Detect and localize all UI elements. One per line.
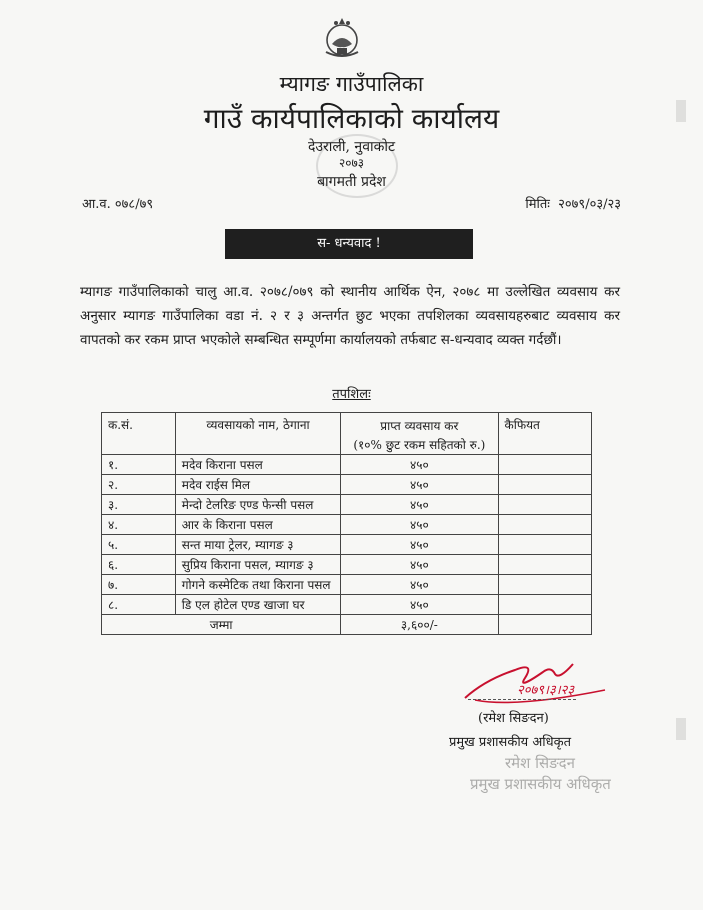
cell-name: डि एल होटेल एण्ड खाजा घर	[175, 595, 340, 615]
scan-mark	[676, 100, 686, 122]
stamp-title: प्रमुख प्रशासकीय अधिकृत	[470, 775, 611, 793]
table-row	[102, 475, 592, 495]
table-total-row	[102, 615, 592, 635]
province-name: बागमती प्रदेश	[317, 174, 386, 190]
cell-name: सुप्रिय किराना पसल, म्यागङ ३	[175, 555, 340, 575]
table-row	[102, 495, 592, 515]
date-label: मितिः	[525, 197, 550, 212]
office-address: देउराली, नुवाकोट	[307, 139, 396, 155]
cell-sn: १.	[102, 455, 176, 475]
cell-name: मेन्दो टेलरिङ एण्ड फेन्सी पसल	[175, 495, 340, 515]
cell-tax: ४५०	[341, 555, 498, 575]
cell-remarks	[498, 515, 591, 535]
thanks-banner: स- धन्यवाद !	[225, 229, 473, 259]
cell-name: मदेव किराना पसल	[175, 455, 340, 475]
signature-date: २०७९।३।२३	[517, 683, 575, 698]
municipality-name: म्यागङ गाउँपालिका	[279, 72, 424, 96]
cell-tax: ४५०	[341, 595, 498, 615]
cell-name: गोगने कस्मेटिक तथा किराना पसल	[175, 575, 340, 595]
fiscal-year-ref: आ.व. ०७८/७९	[82, 197, 154, 212]
table-title-text: तपशिलः	[332, 387, 371, 402]
header-name: व्यवसायको नाम, ठेगाना	[175, 413, 340, 455]
signature-line	[468, 699, 576, 700]
stamp-name: रमेश सिङदन	[505, 754, 575, 772]
cell-sn: ७.	[102, 575, 176, 595]
total-value: ३,६००/-	[341, 615, 498, 635]
nepal-emblem-icon	[318, 14, 366, 62]
table-row	[102, 515, 592, 535]
table-row	[102, 595, 592, 615]
cell-name: सन्त माया ट्रेलर, म्यागङ ३	[175, 535, 340, 555]
total-remarks	[498, 615, 591, 635]
header-tax-line2: (१०% छुट रकम सहितको रु.)	[341, 435, 498, 455]
handwritten-signature	[455, 650, 615, 710]
table-row	[102, 535, 592, 555]
cell-tax: ४५०	[341, 515, 498, 535]
table-title	[0, 384, 703, 402]
cell-sn: ३.	[102, 495, 176, 515]
table-row	[102, 555, 592, 575]
letter-date	[525, 194, 621, 212]
header-sn: क.सं.	[102, 413, 176, 455]
cell-sn: ६.	[102, 555, 176, 575]
header-tax-line1: प्राप्त व्यवसाय कर	[341, 413, 498, 436]
cell-remarks	[498, 495, 591, 515]
cell-remarks	[498, 455, 591, 475]
signatory-title: प्रमुख प्रशासकीय अधिकृत	[449, 735, 572, 750]
table-row	[102, 455, 592, 475]
cell-tax: ४५०	[341, 455, 498, 475]
header-remarks: कैफियत	[498, 413, 591, 455]
cell-tax: ४५०	[341, 475, 498, 495]
cell-sn: २.	[102, 475, 176, 495]
established-year: २०७३	[339, 156, 364, 170]
cell-remarks	[498, 575, 591, 595]
cell-tax: ४५०	[341, 535, 498, 555]
table-header-row	[102, 413, 592, 436]
cell-tax: ४५०	[341, 495, 498, 515]
signatory-name: (रमेश सिङदन)	[478, 711, 549, 726]
cell-name: आर के किराना पसल	[175, 515, 340, 535]
cell-name: मदेव राईस मिल	[175, 475, 340, 495]
cell-sn: ८.	[102, 595, 176, 615]
cell-remarks	[498, 475, 591, 495]
cell-sn: ४.	[102, 515, 176, 535]
cell-remarks	[498, 595, 591, 615]
cell-remarks	[498, 555, 591, 575]
cell-sn: ५.	[102, 535, 176, 555]
cell-tax: ४५०	[341, 575, 498, 595]
office-name: गाउँ कार्यपालिकाको कार्यालय	[203, 102, 500, 135]
tax-table	[101, 412, 592, 635]
letter-body: म्यागङ गाउँपालिकाको चालु आ.व. २०७८/०७९ को स्थानीय आर्थिक ऐन, २०७८ मा उल्लेखित व्यवसाय कर अनुसार म्यागङ गाउँपालिका वडा नं. २ र ३ अन्तर्गत छुट भएका तपशिलका व्यवसायहरुबाट व्यवसाय कर वापतको कर रकम प्राप्त भएकोले सम्बन्धित सम्पूर्णमा कार्यालयको तर्फबाट स-धन्यवाद व्यक्त गर्दछौं।	[80, 284, 620, 348]
cell-remarks	[498, 535, 591, 555]
date-value: २०७९/०३/२३	[558, 197, 621, 212]
total-label: जम्मा	[102, 615, 341, 635]
table-row	[102, 575, 592, 595]
scan-mark	[676, 718, 686, 740]
